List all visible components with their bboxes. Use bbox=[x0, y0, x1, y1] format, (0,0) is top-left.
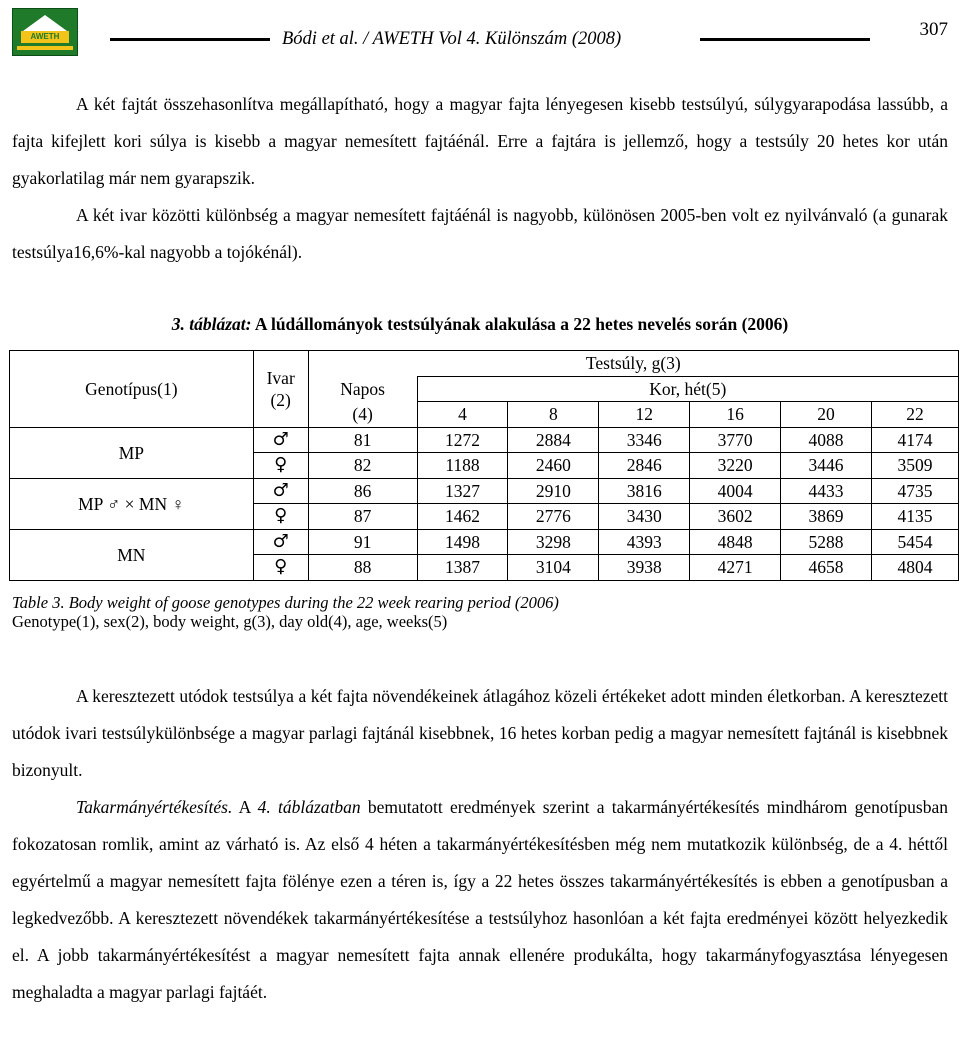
value-cell: 3509 bbox=[872, 453, 959, 479]
paragraph-2 bbox=[12, 197, 948, 271]
value-cell: 3938 bbox=[599, 555, 690, 581]
page-number: 307 bbox=[919, 19, 948, 40]
value-cell: 2846 bbox=[599, 453, 690, 479]
value-cell: 5454 bbox=[872, 529, 959, 555]
paragraph-4-lead: Takarmányértékesítés. bbox=[76, 797, 233, 817]
table-legend-english: Genotype(1), sex(2), body weight, g(3), day old(4), age, weeks(5) bbox=[12, 612, 448, 631]
header-rule-right bbox=[700, 38, 870, 41]
paragraph-4-connector: A bbox=[232, 797, 258, 817]
value-cell: 3430 bbox=[599, 504, 690, 530]
table-row bbox=[10, 529, 959, 555]
value-cell: 87 bbox=[308, 504, 417, 530]
value-cell: 4735 bbox=[872, 478, 959, 504]
value-cell: 4004 bbox=[690, 478, 781, 504]
sex-symbol: ♂ bbox=[253, 529, 308, 555]
day-old-subheader: (4) bbox=[308, 402, 417, 428]
value-cell: 3104 bbox=[508, 555, 599, 581]
value-cell: 2776 bbox=[508, 504, 599, 530]
paragraph-3 bbox=[12, 678, 948, 789]
value-cell: 4433 bbox=[781, 478, 872, 504]
day-old-header: Napos bbox=[308, 376, 417, 402]
value-cell: 3602 bbox=[690, 504, 781, 530]
value-cell: 3869 bbox=[781, 504, 872, 530]
value-cell: 81 bbox=[308, 427, 417, 453]
value-cell: 82 bbox=[308, 453, 417, 479]
header-rule-left bbox=[110, 38, 270, 41]
paragraph-4 bbox=[12, 789, 948, 1011]
value-cell: 3298 bbox=[508, 529, 599, 555]
value-cell: 91 bbox=[308, 529, 417, 555]
running-head: Bódi et al. / AWETH Vol 4. Különszám (2008) bbox=[282, 29, 622, 49]
table-caption-text: A lúdállományok testsúlyának alakulása a 22 hetes nevelés során (2006) bbox=[254, 314, 789, 334]
table-caption-number: 3. táblázat: bbox=[171, 314, 252, 334]
journal-logo bbox=[12, 8, 78, 56]
table-row bbox=[10, 427, 959, 453]
paragraph-4-text: bemutatott eredmények szerint a takarmányértékesítés mindhárom genotípusban fokozatosan romlik, amint az várható is. Az első 4 héten a takarmányértékesítésben még nem mutatkozik különbség, de a 4. héttől egyértelmű a magyar nemesített fajta fölénye ezen a téren is, így a 22 hetes összes takarmányértékesítés is ebben a genotípusban a legkedvezőbb. A keresztezett növendékek takarmányértékesítése a testsúlyhoz hasonlóan a két fajta eredményei között helyezkedik el. A jobb takarmányértékesítést a magyar nemesített fajta annak ellenére produkálta, hogy takarmányfogyasztása lényegesen meghaladta a magyar parlagi fajtáét. bbox=[12, 797, 948, 1002]
week-header: 4 bbox=[417, 402, 508, 428]
sex-symbol: ♂ bbox=[253, 427, 308, 453]
age-header: Kor, hét(5) bbox=[417, 376, 958, 402]
genotype-cell: MN bbox=[10, 529, 254, 580]
value-cell: 1387 bbox=[417, 555, 508, 581]
value-cell: 2884 bbox=[508, 427, 599, 453]
weight-header: Testsúly, g(3) bbox=[308, 351, 958, 377]
logo-roof-shape bbox=[23, 15, 67, 31]
page-header bbox=[0, 0, 960, 66]
genotype-cell: MP bbox=[10, 427, 254, 478]
value-cell: 1462 bbox=[417, 504, 508, 530]
week-header: 20 bbox=[781, 402, 872, 428]
value-cell: 5288 bbox=[781, 529, 872, 555]
paragraph-4-table-ref: 4. táblázatban bbox=[257, 797, 361, 817]
paragraph-3-text: A keresztezett utódok testsúlya a két fajta növendékeinek átlagához közeli értékeket adott minden életkorban. A keresztezett utódok ivari testsúlykülönbsége a magyar parlagi fajtánál kisebbnek, 16 hetes korban pedig a magyar nemesített fajtánál is kisebbnek bizonyult. bbox=[12, 686, 948, 780]
value-cell: 4658 bbox=[781, 555, 872, 581]
paragraph-1-text: A két fajtát összehasonlítva megállapítható, hogy a magyar fajta lényegesen kisebb testsúlyú, súlygyarapodása lassúbb, a fajta kifejlett kori súlya is kisebb a magyar nemesített fajtáénál. Erre a fajtára is jellemző, hogy a testsúly 20 hetes kor után gyakorlatilag már nem gyarapszik. bbox=[12, 94, 948, 188]
sex-header: Ivar (2) bbox=[253, 351, 308, 428]
value-cell: 4393 bbox=[599, 529, 690, 555]
value-cell: 3816 bbox=[599, 478, 690, 504]
value-cell: 4804 bbox=[872, 555, 959, 581]
value-cell: 4135 bbox=[872, 504, 959, 530]
table-header-row-1 bbox=[10, 351, 959, 377]
sex-symbol: ♀ bbox=[253, 453, 308, 479]
value-cell: 4271 bbox=[690, 555, 781, 581]
genotype-header: Genotípus(1) bbox=[10, 351, 254, 428]
body-weight-table bbox=[9, 350, 959, 581]
value-cell: 4174 bbox=[872, 427, 959, 453]
value-cell: 4088 bbox=[781, 427, 872, 453]
logo-text: AWETH bbox=[21, 31, 69, 43]
table-caption bbox=[0, 314, 960, 335]
week-header: 8 bbox=[508, 402, 599, 428]
week-header: 22 bbox=[872, 402, 959, 428]
value-cell: 86 bbox=[308, 478, 417, 504]
value-cell: 3346 bbox=[599, 427, 690, 453]
table-caption-english: Table 3. Body weight of goose genotypes during the 22 week rearing period (2006) bbox=[12, 593, 559, 612]
genotype-cell: MP ♂ × MN ♀ bbox=[10, 478, 254, 529]
value-cell: 4848 bbox=[690, 529, 781, 555]
paragraph-2-text: A két ivar közötti különbség a magyar nemesített fajtáénál is nagyobb, különösen 2005-ben volt ez nyilvánvaló (a gunarak testsúlya16,6%-kal nagyobb a tojókénál). bbox=[12, 205, 948, 262]
sex-symbol: ♂ bbox=[253, 478, 308, 504]
value-cell: 2910 bbox=[508, 478, 599, 504]
sex-symbol: ♀ bbox=[253, 504, 308, 530]
value-cell: 1498 bbox=[417, 529, 508, 555]
week-header: 12 bbox=[599, 402, 690, 428]
value-cell: 3220 bbox=[690, 453, 781, 479]
value-cell: 88 bbox=[308, 555, 417, 581]
value-cell: 1272 bbox=[417, 427, 508, 453]
week-header: 16 bbox=[690, 402, 781, 428]
logo-base-bar bbox=[17, 46, 73, 50]
paragraph-1 bbox=[12, 86, 948, 197]
table-row bbox=[10, 478, 959, 504]
sex-symbol: ♀ bbox=[253, 555, 308, 581]
value-cell: 3446 bbox=[781, 453, 872, 479]
value-cell: 1327 bbox=[417, 478, 508, 504]
value-cell: 3770 bbox=[690, 427, 781, 453]
value-cell: 2460 bbox=[508, 453, 599, 479]
value-cell: 1188 bbox=[417, 453, 508, 479]
